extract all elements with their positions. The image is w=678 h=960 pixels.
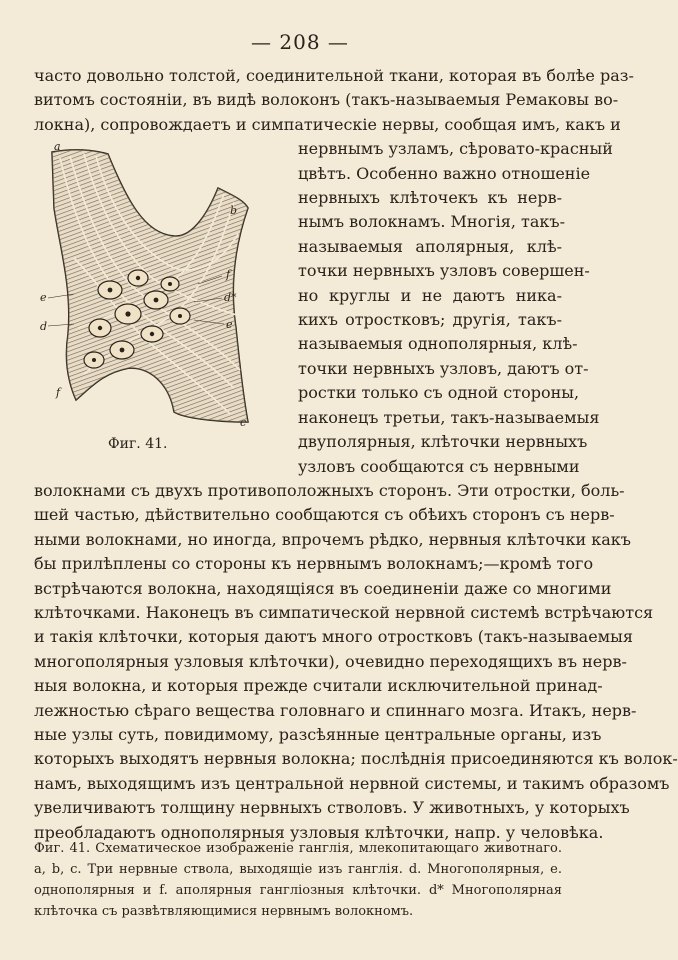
text-line: двуполярныя, клѣточки нервныхъ — [298, 432, 588, 452]
text-line: нервныхъ клѣточекъ къ нерв- — [298, 188, 562, 208]
footnote — [34, 838, 562, 922]
text-line: кихъ отростковъ; другія, такъ- — [298, 310, 562, 330]
footnote-line: Фиг. 41. Схематическое изображеніе ганглія, млекопитающаго животнаго. — [34, 841, 562, 856]
text-line: бы прилѣплены со стороны къ нервнымъ волокнамъ;—кромѣ того — [34, 554, 594, 574]
figure-label-dstar: d* — [224, 291, 237, 304]
text-line: нымъ волокнамъ. Многія, такъ- — [298, 212, 565, 232]
text-line: ными волокнами, но иногда, впрочемъ рѣдко, нервныя клѣточки какъ — [34, 529, 631, 549]
text-line: клѣточками. Наконецъ въ симпатической нервной системѣ встрѣчаются — [34, 602, 654, 622]
text-line: встрѣчаются волокна, находящіяся въ соединеніи даже со многими — [34, 578, 612, 598]
page-number: — 208 — — [251, 30, 349, 54]
ganglion-illustration — [34, 138, 260, 438]
text-line: цвѣтъ. Особенно важно отношеніе — [298, 163, 591, 183]
text-line: узловъ сообщаются съ нервными — [298, 456, 580, 476]
text-line: часто довольно толстой, соединительной ткани, которая въ болѣе раз- — [34, 66, 634, 85]
text-line: но круглы и не даютъ ника- — [298, 285, 562, 305]
text-line: ростки только съ одной стороны, — [298, 383, 580, 403]
text-line: и такія клѣточки, которыя даютъ много отростковъ (такъ-называемыя — [34, 627, 633, 647]
footnote-line: однополярныя и f. аполярныя ганглiозныя клѣточки. d* Многополярная — [34, 883, 562, 898]
figure-label-c: c — [240, 416, 247, 429]
footnote-line: клѣточка съ развѣтвляющимися нервнымъ волокномъ. — [34, 904, 414, 919]
figure-label-a: a — [54, 140, 61, 153]
figure-label-f-right: f — [226, 268, 231, 281]
figure-label-f-left: f — [56, 386, 61, 399]
text-line: намъ, выходящимъ изъ центральной нервной системы, и такимъ образомъ — [34, 773, 670, 793]
text-line: локна), сопровождаетъ и симпатическіе нервы, сообщая имъ, какъ и — [34, 114, 621, 134]
text-line: волокнами съ двухъ противоположныхъ сторонъ. Эти отростки, боль- — [34, 480, 625, 500]
text-line: точки нервныхъ узловъ, даютъ от- — [298, 358, 589, 378]
text-line: преобладаютъ однополярныя узловыя клѣточки, напр. у человѣка. — [34, 822, 604, 842]
figure-label-d: d — [40, 320, 48, 333]
ganglion-figure — [34, 138, 260, 438]
text-line: шей частью, дѣйствительно сообщаются съ обѣихъ сторонъ съ нерв- — [34, 505, 615, 525]
text-line: называемыя аполярныя, клѣ- — [298, 236, 562, 256]
text-line: ныя волокна, и которыя прежде считали исключительной принад- — [34, 676, 603, 696]
text-line: увеличиваютъ толщину нервныхъ стволовъ. У животныхъ, у которыхъ — [34, 798, 630, 818]
text-line: лежностью сѣраго вещества головнаго и спиннаго мозга. Итакъ, нерв- — [34, 700, 637, 720]
text-line: называемыя однополярныя, клѣ- — [298, 334, 578, 354]
text-line: которыхъ выходятъ нервныя волокна; послѣднія присоединяются къ волок- — [34, 749, 678, 769]
text-line: наконецъ третьи, такъ-называемыя — [298, 407, 600, 427]
figure-label-e-right: e — [226, 318, 233, 331]
text-line: точки нервныхъ узловъ совершен- — [298, 261, 590, 281]
figure-label-b: b — [230, 204, 238, 217]
text-line: многополярныя узловыя клѣточки), очевидно переходящихъ въ нерв- — [34, 651, 627, 671]
text-line: витомъ состояніи, въ видѣ волоконъ (такъ-называемыя Ремаковы во- — [34, 90, 619, 110]
text-line: ные узлы суть, повидимому, разсѣянные центральные органы, изъ — [34, 724, 602, 744]
figure-label-e-left: e — [40, 291, 47, 304]
text-line: нервнымъ узламъ, сѣровато-красный — [298, 139, 613, 159]
footnote-line: a, b, c. Три нервные ствола, выходящіе изъ ганглія. d. Многополярныя, e. — [34, 862, 562, 877]
figure-caption: Фиг. 41. — [108, 436, 168, 452]
